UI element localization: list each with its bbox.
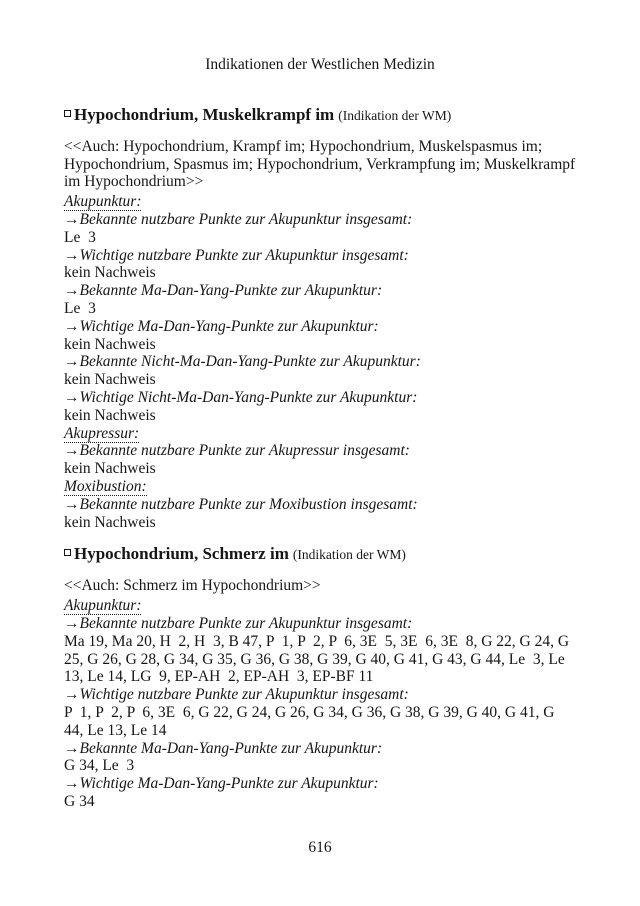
arrow-query-line: →Bekannte Ma-Dan-Yang-Punkte zur Akupunktur:	[64, 739, 383, 757]
value-line: kein Nachweis	[64, 371, 156, 389]
value-line: P 1, P 2, P 6, 3E 6, G 22, G 24, G 26, G 34, G 36, G 38, G 39, G 40, G 41, G 44, Le 13, Le 14	[64, 703, 559, 739]
value-line: kein Nachweis	[64, 406, 156, 424]
arrow-query-line: →Bekannte nutzbare Punkte zur Akupressur insgesamt:	[64, 442, 410, 460]
also-known-as: <<Auch: Schmerz im Hypochondrium>>	[64, 577, 321, 595]
value-line: kein Nachweis	[64, 335, 156, 353]
entry-heading	[64, 105, 576, 126]
entry-heading	[64, 544, 576, 565]
section-label: Akupressur:	[64, 424, 140, 442]
section-label: Akupunktur:	[64, 193, 142, 211]
value-line: kein Nachweis	[64, 460, 156, 478]
arrow-query-line: →Bekannte nutzbare Punkte zur Akupunktur insgesamt:	[64, 614, 413, 632]
arrow-query-line: →Wichtige Nicht-Ma-Dan-Yang-Punkte zur Akupunktur:	[64, 388, 418, 406]
entry-title-text: Hypochondrium, Muskelkrampf im	[74, 104, 335, 124]
entry-title-suffix: (Indikation der WM)	[338, 107, 452, 123]
arrow-query-line: →Wichtige nutzbare Punkte zur Akupunktur insgesamt:	[64, 246, 409, 264]
arrow-query-line: →Bekannte nutzbare Punkte zur Moxibustion insgesamt:	[64, 495, 418, 513]
arrow-query-line: →Bekannte nutzbare Punkte zur Akupunktur insgesamt:	[64, 210, 413, 228]
value-line: kein Nachweis	[64, 513, 156, 531]
arrow-query-line: →Bekannte Ma-Dan-Yang-Punkte zur Akupunktur:	[64, 282, 383, 300]
arrow-query-line: →Wichtige nutzbare Punkte zur Akupunktur insgesamt:	[64, 686, 409, 704]
section-label: Akupunktur:	[64, 597, 142, 615]
also-known-as: <<Auch: Hypochondrium, Krampf im; Hypochondrium, Muskelspasmus im; Hypochondrium, Spasmus im; Hypochondrium, Verkrampfung im; Muskelkrampf im Hypochondrium>>	[64, 137, 580, 191]
square-bullet-icon	[64, 549, 71, 556]
value-line: kein Nachweis	[64, 264, 156, 282]
arrow-query-line: →Wichtige Ma-Dan-Yang-Punkte zur Akupunktur:	[64, 317, 379, 335]
running-header: Indikationen der Westlichen Medizin	[205, 56, 435, 73]
value-line: G 34	[64, 792, 95, 810]
entry-title-text: Hypochondrium, Schmerz im	[74, 544, 289, 564]
value-line: Le 3	[64, 299, 96, 317]
section-label: Moxibustion:	[64, 477, 147, 495]
page-number: 616	[308, 838, 332, 856]
entry-title-suffix: (Indikation der WM)	[292, 547, 406, 563]
value-line: Le 3	[64, 228, 96, 246]
square-bullet-icon	[64, 110, 71, 117]
arrow-query-line: →Wichtige Ma-Dan-Yang-Punkte zur Akupunktur:	[64, 775, 379, 793]
value-line: G 34, Le 3	[64, 757, 135, 775]
arrow-query-line: →Bekannte Nicht-Ma-Dan-Yang-Punkte zur Akupunktur:	[64, 353, 421, 371]
value-line: Ma 19, Ma 20, H 2, H 3, B 47, P 1, P 2, P 6, 3E 5, 3E 6, 3E 8, G 22, G 24, G 25, G 26, G 28, G 34, G 35, G 36, G 38, G 39, G 40, G 41, G 43, G 44, Le 3, Le 13, Le 14, LG 9, EP-AH 2, EP-AH 3, EP-BF 11	[64, 632, 573, 686]
